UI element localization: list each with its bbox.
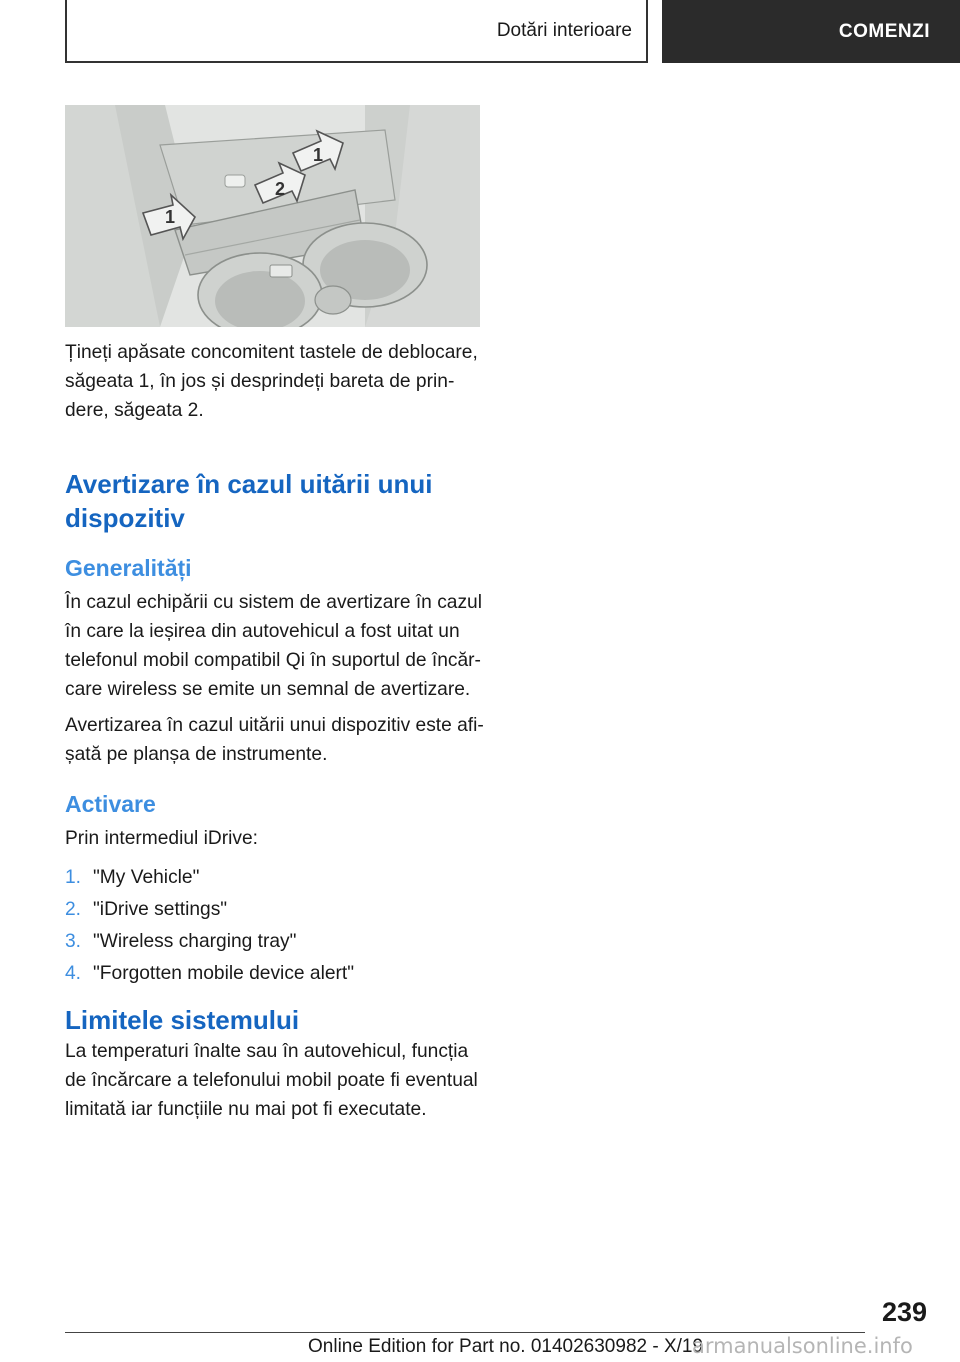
general-paragraph-1: În cazul echipării cu sistem de avertizare în cazul în care la ieșirea din autovehicul a fost uitat un telefonul mobil compatibil Qi în suportul de încărcare wireless se emite un semnal de avertizare. [65, 592, 482, 700]
list-item [65, 931, 485, 953]
arrow-label-2: 2 [275, 179, 286, 199]
header-chapter-tab [662, 0, 960, 63]
footer-watermark: armanualsonline.info [692, 1334, 913, 1358]
arrow-label-1-right: 1 [313, 145, 324, 165]
step-number: 1. [65, 867, 82, 888]
step-text: "Wireless charging tray" [93, 931, 297, 952]
step-number: 2. [65, 899, 82, 920]
figure-caption: Țineți apăsate concomitent tastele de deblocare, săgeata 1, în jos și desprindeți bareta de prindere, săgeata 2. [65, 342, 478, 421]
list-item [65, 963, 485, 985]
subsection-title-activation: Activare [65, 791, 156, 817]
header-section-tab [65, 0, 648, 63]
step-text: "Forgotten mobile device alert" [93, 963, 355, 984]
page-number: 239 [882, 1297, 928, 1327]
section-title-system-limits: Limitele sistemului [65, 1005, 300, 1035]
step-text: "iDrive settings" [93, 899, 228, 920]
section-title: Dotări interioare [496, 19, 632, 41]
section-title-forgotten-device: Avertizare în cazul uitării unui dispozitiv [65, 469, 433, 533]
chapter-title: COMENZI [838, 20, 930, 42]
step-text: "My Vehicle" [93, 867, 200, 888]
content-column [65, 338, 485, 1124]
list-item [65, 899, 485, 921]
footer-edition-text: Online Edition for Part no. 01402630982 - X/19 [308, 1336, 704, 1357]
step-number: 3. [65, 931, 82, 952]
activation-steps [65, 867, 485, 985]
general-paragraph-2: Avertizarea în cazul uitării unui dispozitiv este afișată pe planșa de instrumente. [65, 715, 484, 765]
list-item [65, 867, 485, 889]
step-number: 4. [65, 963, 82, 984]
subsection-title-general: Generalități [65, 555, 192, 581]
limits-paragraph: La temperaturi înalte sau în autovehicul, funcția de încărcare a telefonului mobil poate fi eventual limitată iar funcțiile nu mai pot fi executate. [65, 1041, 478, 1120]
charging-tray-illustration [65, 105, 480, 327]
arrow-label-1-left: 1 [165, 207, 176, 227]
activation-intro: Prin intermediul iDrive: [65, 828, 258, 849]
charging-tray-drawing [65, 105, 480, 327]
footer-divider [65, 1332, 865, 1333]
